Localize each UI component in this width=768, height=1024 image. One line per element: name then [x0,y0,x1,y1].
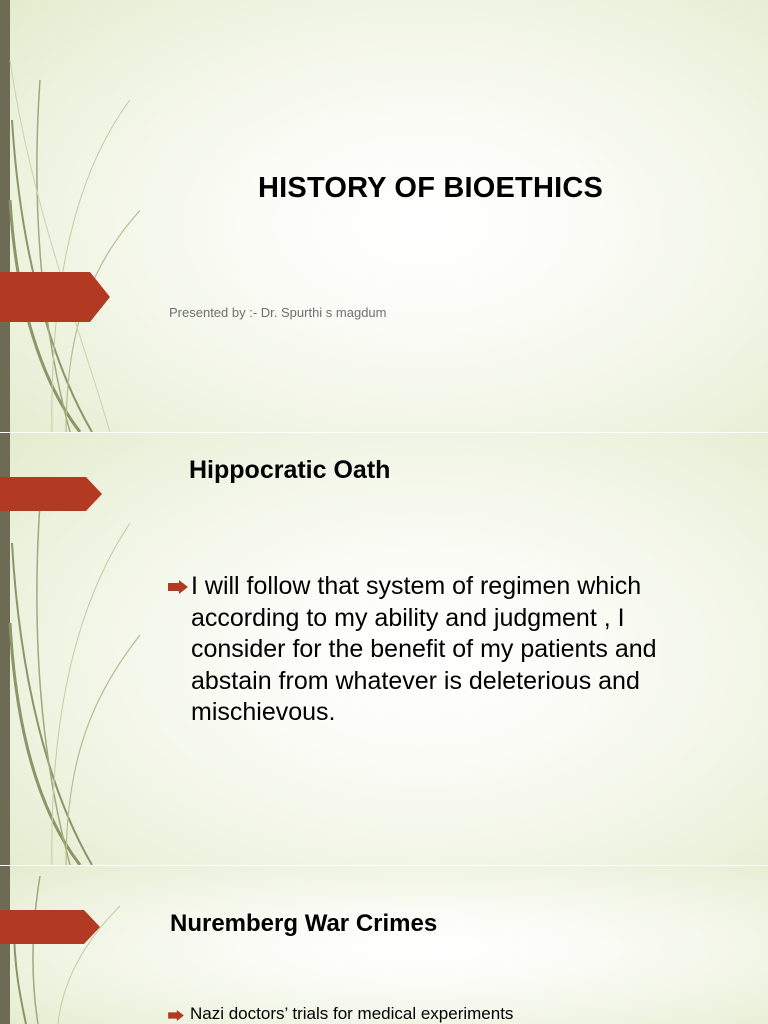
arrow-bullet-icon [168,580,188,594]
slide-hippocratic-oath [0,433,768,865]
slide-nuremberg [0,866,768,1024]
swoosh-decoration [0,0,140,432]
accent-tab [0,272,110,322]
arrow-bullet-icon [168,1010,184,1021]
bullet-item [190,1003,710,1024]
accent-tab [0,477,102,511]
accent-tab [0,910,100,944]
bullet-text: I will follow that system of regimen which according to my ability and judgment , I consider for the benefit of my patients and abstain from whatever is deleterious and mischievous. [191,572,657,726]
presentation-title: HISTORY OF BIOETHICS [258,172,604,204]
slide-title [0,0,768,432]
slide-heading: Hippocratic Oath [189,456,391,484]
presenter-subtitle: Presented by :- Dr. Spurthi s magdum [169,305,387,320]
slide-heading: Nuremberg War Crimes [170,910,438,937]
bullet-text: Nazi doctors’ trials for medical experiments [190,1004,514,1023]
swoosh-decoration [0,866,140,1024]
bullet-item [191,571,711,729]
